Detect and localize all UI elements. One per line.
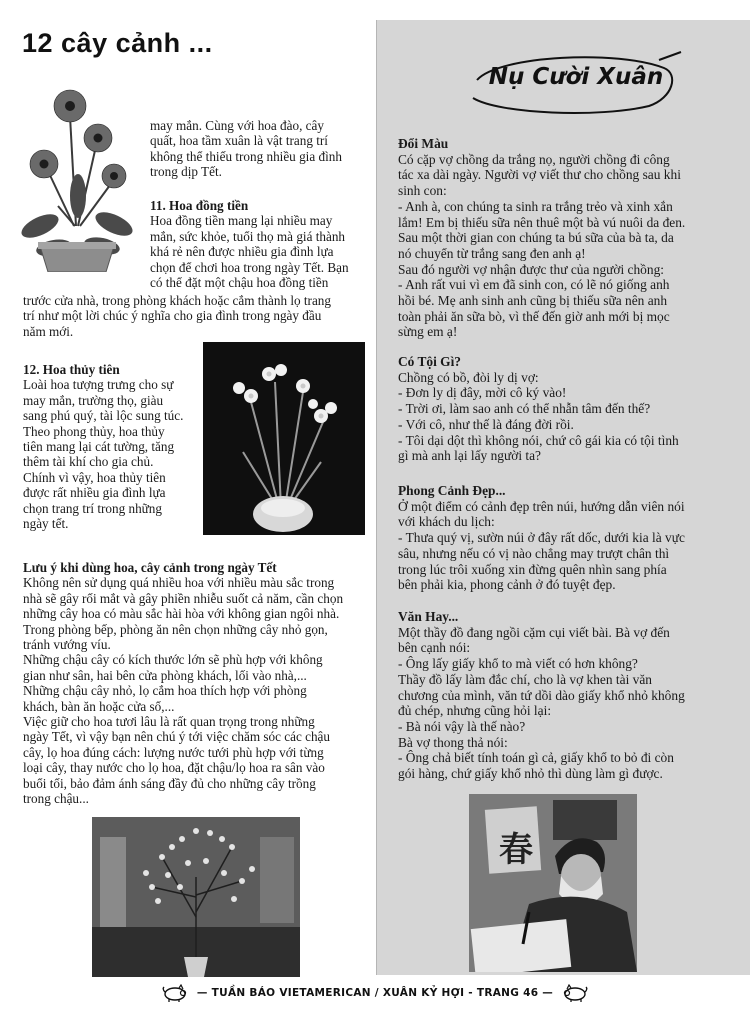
nu-cuoi-xuan-logo [459, 50, 689, 116]
care-note-line: tránh vướng víu. [23, 637, 111, 653]
care-note-section [23, 560, 368, 807]
narcissus-drawing [203, 342, 365, 535]
gerbera-pot-drawing [18, 76, 136, 272]
care-note-line: Không nên sử dụng quá nhiều hoa với nhiều màu sắc trong [23, 575, 335, 591]
blossom-room-image [92, 817, 300, 977]
joke-heading: Phong Cảnh Đẹp... [398, 483, 506, 498]
joke-line: Bà vợ thong thả nói: [398, 734, 508, 750]
care-note-line: khách, bàn ăn hoặc cửa sổ,... [23, 698, 175, 714]
joke-line: bên cạnh nói: [398, 640, 471, 656]
joke-line: Ở một điểm có cảnh đẹp trên núi, hướng dẫn viên nói [398, 498, 685, 514]
joke-line: - Với cô, như thế là đáng đời rồi. [398, 416, 574, 432]
intro-line: trong dịp Tết. [150, 164, 222, 180]
logo-title: Nụ Cười Xuân [488, 64, 664, 90]
joke-doi-mau [398, 136, 738, 340]
joke-line: - Anh rất vui vì em đã sinh con, có lẽ nó giống anh [398, 277, 670, 293]
joke-heading: Có Tội Gì? [398, 354, 461, 369]
joke-line: nó chuyển từ trắng sang đen anh ạ! [398, 245, 586, 261]
joke-heading: Văn Hay... [398, 609, 459, 624]
joke-line: - Ông chả biết tính toán gì cả, giấy khổ to bỏ đi còn [398, 750, 674, 766]
intro-line: không thể thiếu trong nhiều gia đình [150, 148, 342, 164]
intro-paragraph [150, 118, 364, 180]
joke-line: trong lúc trôi xuống xin đừng quên nhìn sang phía [398, 561, 667, 577]
care-note-line: buổi tối, bảo đảm ánh sáng đầy đủ cho những cây trồng [23, 775, 316, 791]
care-note-line: Những chậu cây có kích thước lớn sẽ phù hợp với không [23, 652, 323, 668]
section-11-cont-line: trước cửa nhà, trong phòng khách hoặc cắm thành lọ trang [23, 293, 331, 308]
joke-line: Sau một thời gian con chúng ta bú sữa của bà ta, da [398, 230, 674, 246]
joke-line: đủ chép, nhưng cũng hỏi lại: [398, 703, 552, 719]
section-12-line: chọn trang trí trong những [23, 500, 162, 516]
joke-heading: Đổi Màu [398, 136, 449, 151]
care-note-line: cây, lọ hoa đúng cách: lượng nước tưới phù hợp với từng [23, 744, 324, 760]
section-11-line: khá rẻ nên được nhiều gia đình lựa [150, 244, 334, 260]
joke-line: sừng em ạ! [398, 324, 458, 340]
joke-line: hồi bé. Mẹ anh sinh anh cũng bị thiếu sữa nên anh [398, 293, 668, 309]
section-11-continued [23, 293, 368, 339]
section-11-line: Hoa đồng tiền mang lại nhiều may [150, 213, 333, 229]
section-11-line: có thể đặt một chậu hoa đồng tiền [150, 275, 329, 291]
gerbera-pot-image [18, 76, 136, 272]
joke-line: Thầy đồ lấy làm đắc chí, cho là vợ khen tài văn [398, 671, 652, 687]
care-note-line: những cây hoa có màu sắc hài hòa với không gian ngôi nhà. [23, 606, 340, 622]
joke-line: sâu, nhưng nếu có vị nào chẳng may trượt chân thì [398, 545, 670, 561]
care-note-line: ngày Tết, vì vậy bạn nên chú ý tới việc chăm sóc các chậu [23, 729, 330, 745]
jokes-column [376, 20, 750, 975]
joke-line: bên phải kia, phong cảnh ở đó tuyệt đẹp. [398, 577, 616, 593]
section-11-heading: 11. Hoa đồng tiền [150, 198, 249, 213]
footer-text: — TUẦN BÁO VIETAMERICAN / XUÂN KỶ HỢI - TRANG 46 — [196, 987, 554, 999]
joke-line: tác xa dài ngày. Người vợ viết thư cho chồng sau khi [398, 167, 681, 183]
joke-line: - Trời ơi, làm sao anh có thể nhẫn tâm đến thế? [398, 401, 651, 417]
care-note-line: Việc giữ cho hoa tươi lâu là rất quan trọng trong những [23, 714, 315, 730]
joke-line: Một thầy đồ đang ngồi cặm cụi viết bài. Bà vợ đến [398, 624, 670, 640]
joke-van-hay [398, 609, 738, 782]
joke-line: Chồng có bồ, đòi ly dị vợ: [398, 369, 539, 385]
calligrapher-image [469, 794, 637, 972]
care-note-line: nhà sẽ gây rối mắt và gây phiền nhiễu suốt cả năm, cần chọn [23, 590, 344, 606]
care-note-line: loại cây, thay nước cho lọ hoa, đặt chậu/lọ hoa ra sân vào [23, 760, 325, 776]
section-11-line: chọn để chơi hoa trong ngày Tết. Bạn [150, 259, 349, 275]
section-12-line: Chính vì vậy, hoa thủy tiên [23, 469, 166, 485]
section-12-line: sang phú quý, tài lộc sung túc. [23, 408, 184, 424]
care-note-line: trong chậu... [23, 791, 89, 807]
narcissus-image [203, 342, 365, 535]
section-11-line: mắn, sức khỏe, tuổi thọ mà giá thành [150, 228, 346, 244]
section-12-line: thêm tài khí cho gia chủ. [23, 454, 154, 470]
care-note-line: Trong phòng bếp, phòng ăn nên chọn những cây nhỏ gọn, [23, 621, 328, 637]
care-note-line: gian như sân, hai bên cửa phòng khách, lối vào nhà,... [23, 667, 307, 683]
section-12-line: ngày tết. [23, 516, 69, 532]
joke-phong-canh-dep [398, 483, 738, 593]
joke-line: với khách du lịch: [398, 514, 495, 530]
section-12-line: được rất nhiều gia đình lựa [23, 485, 166, 501]
joke-line: - Bà nói vậy là thế nào? [398, 718, 526, 734]
joke-line: - Thưa quý vị, sườn núi ở đây rất dốc, dưới kia là vực [398, 530, 685, 546]
section-11-cont-line: năm mới. [23, 323, 74, 339]
section-12-heading: 12. Hoa thủy tiên [23, 362, 120, 377]
intro-line: may mắn. Cùng với hoa đào, cây [150, 118, 324, 133]
section-12-line: Theo phong thủy, hoa thủy [23, 423, 165, 439]
intro-line: quất, hoa tầm xuân là vật trang trí [150, 133, 328, 149]
joke-line: - Tôi dại dột thì không nói, chứ cô gái kia có tội tình [398, 432, 679, 448]
article-title: 12 cây cảnh ... [22, 28, 213, 58]
section-12-line: Loài hoa tượng trưng cho sự [23, 377, 174, 393]
joke-line: toàn phải ăn sữa bò, vì thế đến giờ anh mới bị mọc [398, 308, 670, 324]
calligraphy-character: 春 [499, 830, 533, 870]
section-11 [150, 198, 364, 290]
joke-line: sinh con: [398, 183, 447, 199]
joke-line: - Đơn ly dị đây, mời cô ký vào! [398, 385, 567, 401]
joke-line: chương của mình, văn tứ dồi dào giấy khổ nhỏ không [398, 687, 685, 703]
joke-line: gói hàng, chứ giấy khổ nhỏ thì dùng làm gì được. [398, 766, 663, 782]
joke-line: - Ông lấy giấy khổ to mà viết có hơn không? [398, 656, 638, 672]
section-11-cont-line: trí như một lời chúc ý nghĩa cho gia đình trong ngày đầu [23, 308, 322, 324]
pig-left-icon [161, 984, 189, 1002]
joke-line: lắm! Em bị thiếu sữa nên thuê một bà vú nuôi da đen. [398, 214, 686, 230]
pig-right-icon [561, 984, 589, 1002]
section-12-line: tiên mang lại cát tường, tăng [23, 439, 175, 455]
section-12-line: may mắn, trường thọ, giàu [23, 392, 164, 408]
joke-line: Có cặp vợ chồng da trắng nọ, người chồng đi công [398, 151, 670, 167]
blossom-room-drawing [92, 817, 300, 977]
joke-line: Sau đó người vợ nhận được thư của người chồng: [398, 261, 664, 277]
joke-co-toi-gi [398, 354, 738, 464]
calligrapher-drawing [469, 794, 637, 972]
left-column [0, 0, 372, 980]
page-footer [0, 984, 750, 1006]
care-note-line: Những chậu cây nhỏ, lọ cắm hoa thích hợp với phòng [23, 683, 307, 699]
section-12 [23, 362, 201, 531]
care-note-heading: Lưu ý khi dùng hoa, cây cảnh trong ngày Tết [23, 560, 277, 575]
joke-line: gì mà anh lại lấy người ta? [398, 448, 541, 464]
joke-line: - Anh à, con chúng ta sinh ra trắng trẻo và xinh xắn [398, 198, 673, 214]
